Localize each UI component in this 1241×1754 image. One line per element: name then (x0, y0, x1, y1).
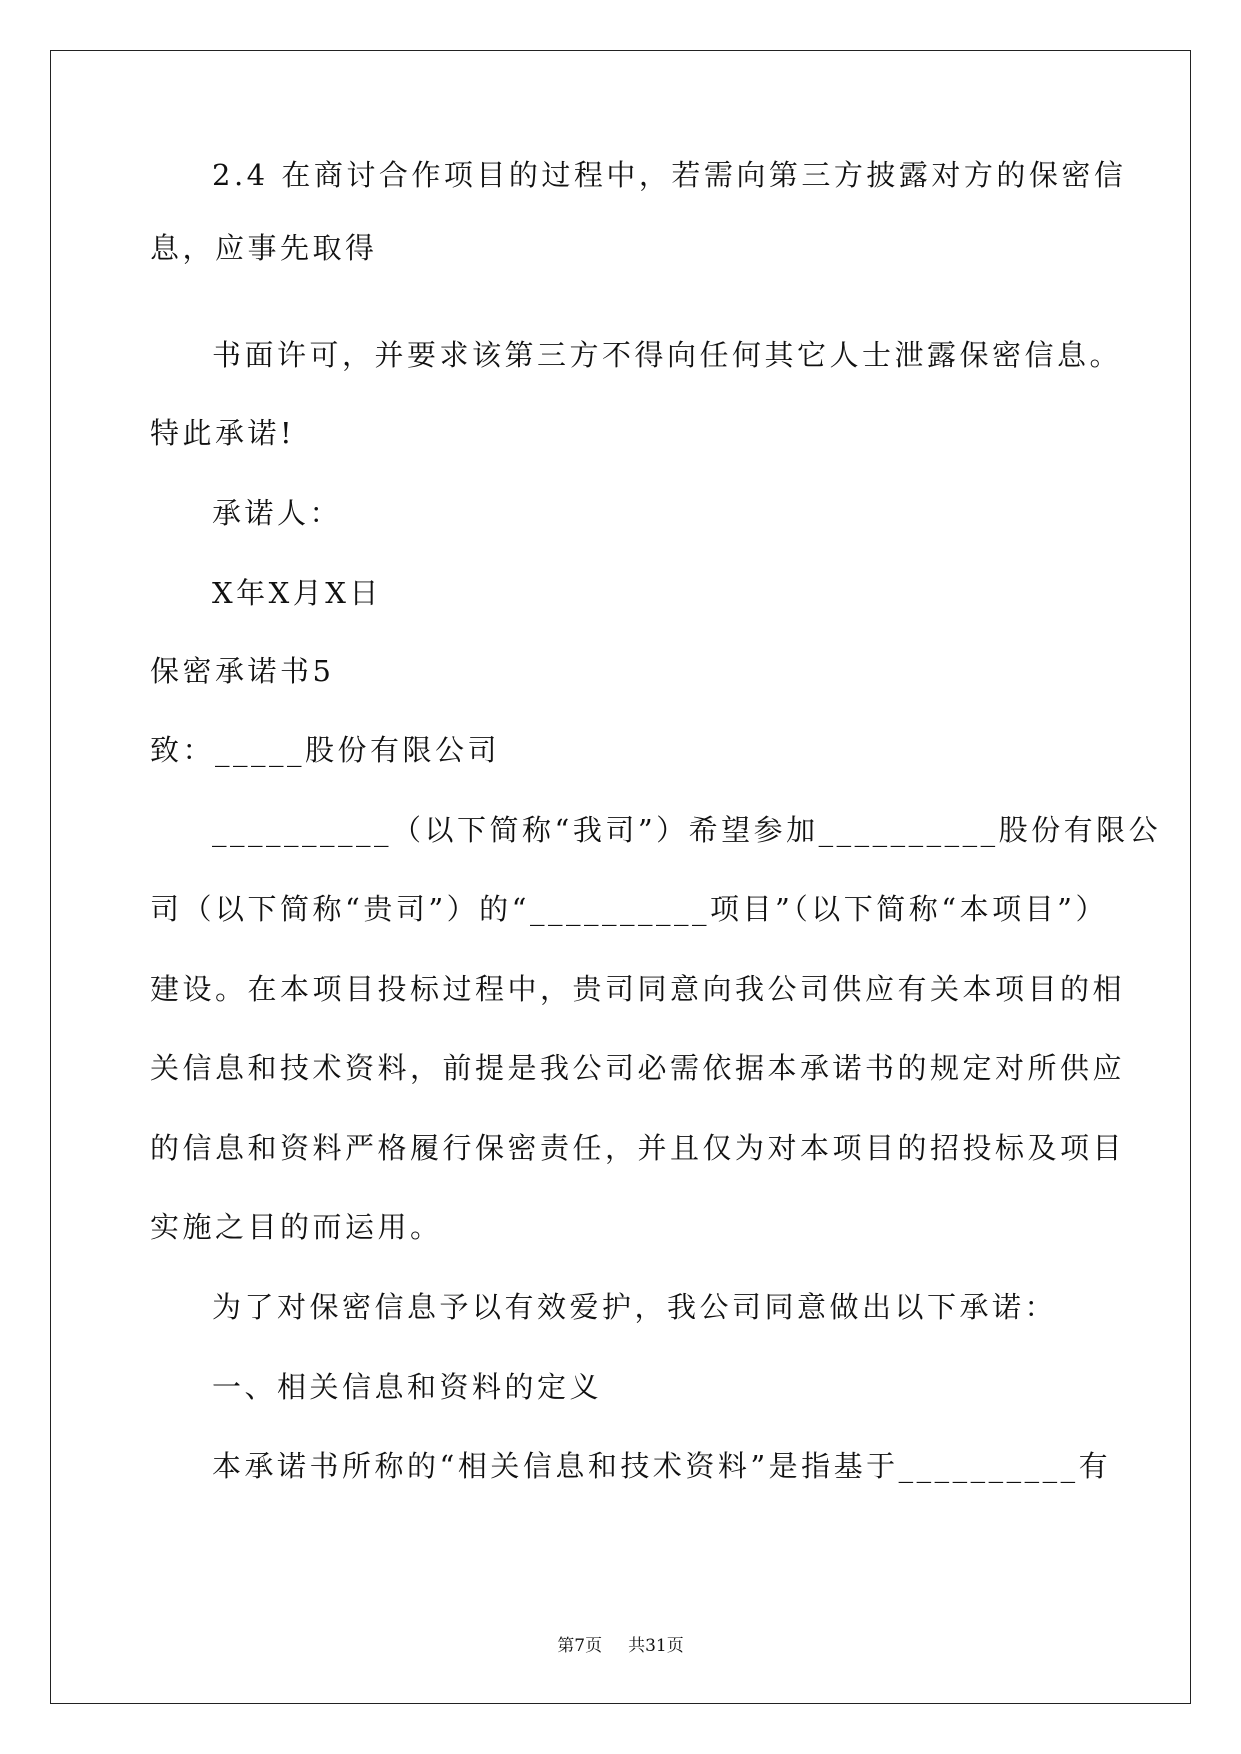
paragraph-line: 本承诺书所称的“相关信息和技术资料”是指基于__________有 (212, 1449, 1112, 1483)
paragraph-line: 的信息和资料严格履行保密责任，并且仅为对本项目的招投标及项目 (150, 1131, 1126, 1165)
page-total: 共31页 (628, 1636, 684, 1656)
paragraph-line: 书面许可，并要求该第三方不得向任何其它人士泄露保密信息。 (212, 338, 1123, 372)
signatory-label: 承诺人： (212, 496, 343, 530)
paragraph-line: 特此承诺! (150, 416, 296, 450)
paragraph-line: 为了对保密信息予以有效爱护，我公司同意做出以下承诺： (212, 1290, 1058, 1324)
paragraph-line: 司（以下简称“贵司”）的“__________项目”（以下简称“本项目”） (150, 892, 1108, 926)
paragraph-line: 关信息和技术资料，前提是我公司必需依据本承诺书的规定对所供应 (150, 1051, 1126, 1085)
paragraph-line: 实施之目的而运用。 (150, 1210, 443, 1244)
paragraph-line: 2.4 在商讨合作项目的过程中，若需向第三方披露对方的保密信 (212, 158, 1127, 192)
page-footer (0, 1634, 1241, 1658)
date-line: X年X月X日 (212, 576, 382, 610)
paragraph-line: 建设。在本项目投标过程中，贵司同意向我公司供应有关本项目的相 (150, 972, 1126, 1006)
section-title: 保密承诺书5 (150, 654, 335, 688)
subsection-heading: 一、相关信息和资料的定义 (212, 1370, 603, 1404)
addressee-line: 致：_____股份有限公司 (150, 733, 501, 767)
paragraph-line: __________（以下简称“我司”）希望参加__________股份有限公 (212, 813, 1162, 847)
paragraph-line: 息，应事先取得 (150, 231, 378, 265)
page-number: 第7页 (557, 1636, 603, 1656)
